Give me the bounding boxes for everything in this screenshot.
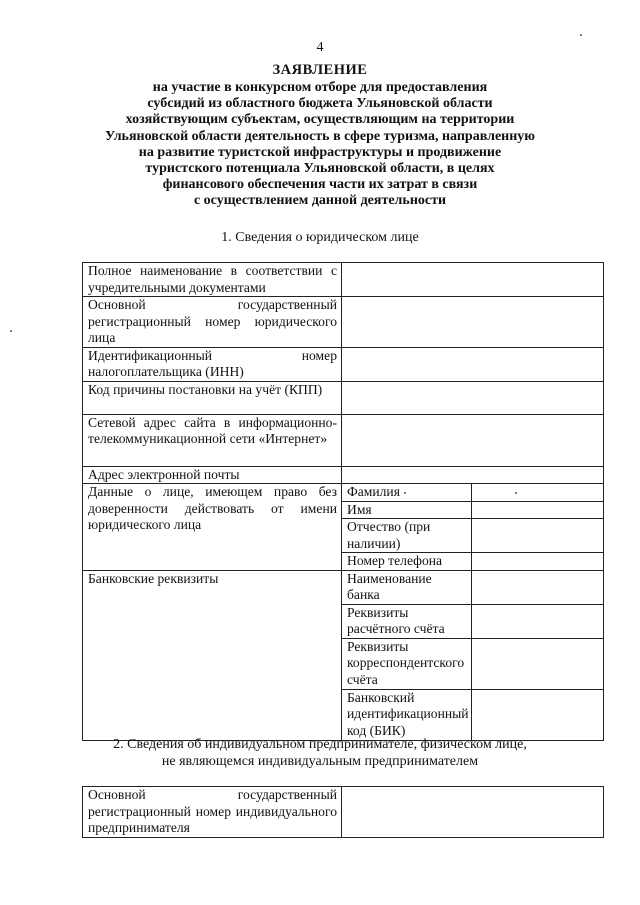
field-label-email: Адрес электронной почты bbox=[83, 466, 342, 484]
field-value-cell bbox=[342, 347, 604, 381]
entrepreneur-table bbox=[82, 786, 604, 838]
section-2-heading-line: не являющемся индивидуальным предпринимателем bbox=[161, 754, 479, 769]
document-title: ЗАЯВЛЕНИЕ bbox=[272, 62, 368, 78]
subtitle-line: на развитие туристской инфраструктуры и продвижение bbox=[138, 144, 502, 160]
field-label-website: Сетевой адрес сайта в информационно-телекоммуникационной сети «Интернет» bbox=[83, 414, 342, 466]
table-row bbox=[83, 381, 604, 414]
field-label-full-name: Полное наименование в соответствии с учредительными документами bbox=[83, 263, 342, 297]
subfield-label-surname: Фамилия bbox=[342, 484, 472, 502]
subfield-label-bik: Банковский идентификационный код (БИК) bbox=[342, 689, 472, 740]
field-value-cell bbox=[342, 466, 604, 484]
table-row bbox=[83, 787, 604, 838]
subtitle-line: хозяйствующим субъектам, осуществляющим на территории bbox=[125, 112, 515, 128]
table-row bbox=[83, 466, 604, 484]
table-row bbox=[83, 484, 604, 502]
field-value-cell bbox=[342, 381, 604, 414]
field-value-cell bbox=[472, 501, 604, 519]
table-row bbox=[83, 570, 604, 604]
subtitle-line: туристского потенциала Ульяновской области, в целях bbox=[145, 161, 495, 177]
field-value-cell bbox=[342, 414, 604, 466]
field-value-cell bbox=[342, 263, 604, 297]
table-row bbox=[83, 347, 604, 381]
field-value-cell bbox=[342, 297, 604, 348]
table-row bbox=[83, 414, 604, 466]
legal-entity-table bbox=[82, 262, 604, 741]
field-value-cell bbox=[472, 553, 604, 571]
table-row bbox=[83, 263, 604, 297]
subfield-label-bank-name: Наименование банка bbox=[342, 570, 472, 604]
section-2-heading-line: 2. Сведения об индивидуальном предпринимателе, физическом лице, bbox=[113, 737, 527, 752]
field-label-inn: Идентификационный номер налогоплательщика (ИНН) bbox=[83, 347, 342, 381]
subfield-label-settlement-account: Реквизиты расчётного счёта bbox=[342, 604, 472, 638]
scan-speck bbox=[10, 330, 12, 332]
field-value-cell bbox=[472, 638, 604, 689]
subfield-label-first-name: Имя bbox=[342, 501, 472, 519]
field-value-cell bbox=[472, 604, 604, 638]
subtitle-line: с осуществлением данной деятельности bbox=[193, 193, 447, 209]
field-label-ogrn: Основной государственный регистрационный номер юридического лица bbox=[83, 297, 342, 348]
section-2-heading bbox=[0, 736, 640, 770]
field-label-kpp: Код причины постановки на учёт (КПП) bbox=[83, 381, 342, 414]
document-subtitle bbox=[80, 80, 560, 210]
table-row bbox=[83, 297, 604, 348]
subtitle-line: на участие в конкурсном отборе для предоставления bbox=[152, 80, 488, 95]
field-value-cell bbox=[472, 570, 604, 604]
field-value-cell bbox=[472, 519, 604, 553]
field-label-ogrnip: Основной государственный регистрационный номер индивидуального предпринимателя bbox=[83, 787, 342, 838]
subtitle-line: субсидий из областного бюджета Ульяновской области bbox=[147, 96, 493, 112]
subtitle-line: Ульяновской области деятельность в сфере туризма, направленную bbox=[105, 128, 535, 144]
field-value-cell bbox=[472, 484, 604, 502]
section-1-heading: 1. Сведения о юридическом лице bbox=[221, 230, 419, 245]
subfield-label-patronymic: Отчество (при наличии) bbox=[342, 519, 472, 553]
page-number: 4 bbox=[316, 40, 324, 55]
scan-speck bbox=[580, 34, 582, 36]
subfield-label-correspondent-account: Реквизиты корреспондентского счёта bbox=[342, 638, 472, 689]
scan-speck bbox=[404, 492, 406, 494]
field-value-cell bbox=[472, 689, 604, 740]
subfield-label-phone: Номер телефона bbox=[342, 553, 472, 571]
field-label-authorized-person: Данные о лице, имеющем право без доверенности действовать от имени юридического лица bbox=[83, 484, 342, 571]
field-label-bank-details: Банковские реквизиты bbox=[83, 570, 342, 740]
scan-speck bbox=[515, 492, 517, 494]
field-value-cell bbox=[342, 787, 604, 838]
subtitle-line: финансового обеспечения части их затрат в связи bbox=[162, 177, 478, 193]
